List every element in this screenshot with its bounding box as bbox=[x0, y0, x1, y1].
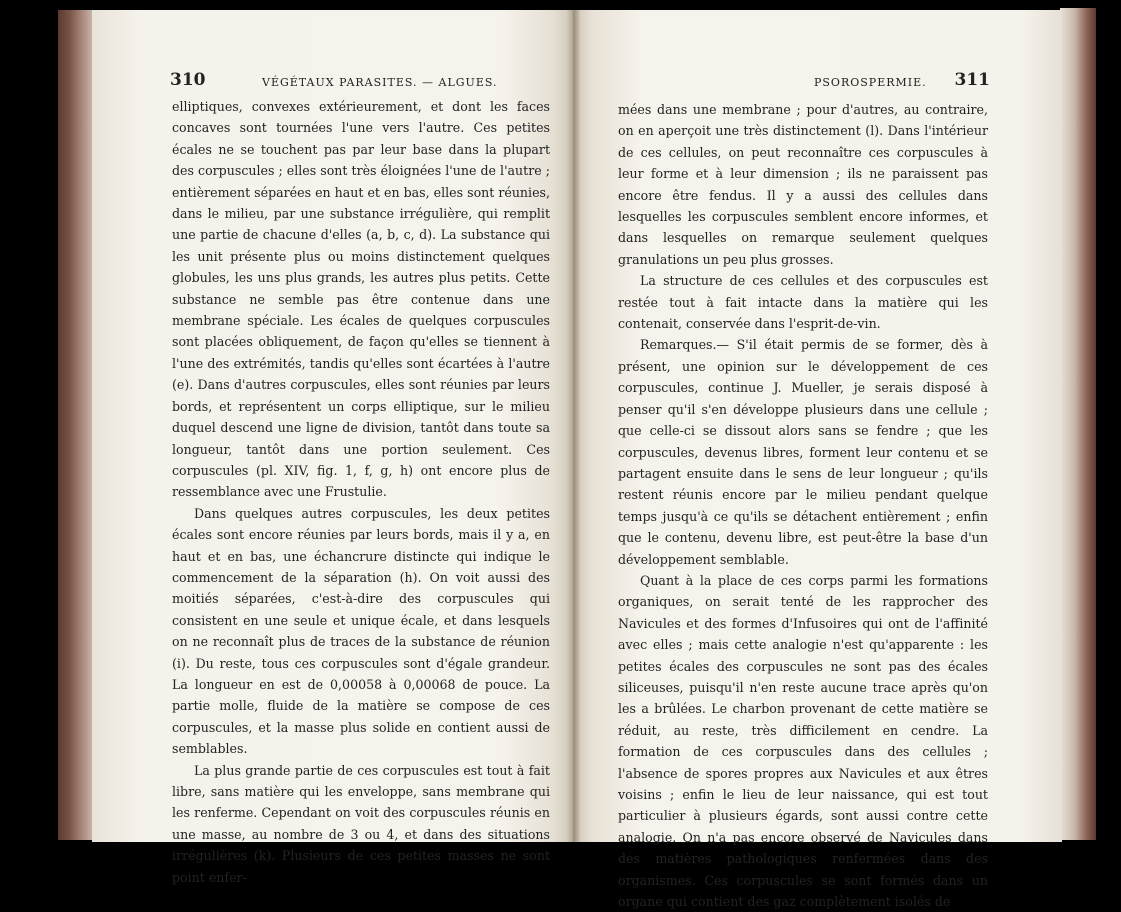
paragraph: La plus grande partie de ces corpuscules est tout à fait libre, sans matière qui les enveloppe, sans membrane qui les renferme. Cependant on voit des corpuscules réunis en une masse, au nombre de 3 ou 4, et dans des situations irrégulières (k). Plusieurs de ces petites masses ne sont point enfer- bbox=[172, 762, 550, 885]
left-page-body bbox=[172, 96, 550, 888]
paragraph: Quant à la place de ces corps parmi les formations organiques, on serait tenté de les rapprocher des Navicules et des formes d'Infusoires qui ont de l'affinité avec elles ; mais cette analogie n'est qu'apparente : les petites écales des corpuscules ne sont pas des écales siliceuses, puisqu'il n'en reste aucune trace après qu'on les a brûlées. Le charbon provenant de cette matière se réduit, au reste, très difficilement en cendre. La formation de ces corpuscules dans des cellules ; l'absence de spores propres aux Navicules et aux êtres voisins ; enfin le lieu de leur naissance, qui est tout particulier à plusieurs égards, sont aussi contre cette analogie. On n'a pas encore observé de Navicules dans des matières pathologiques renfermées dans des organismes. Ces corpuscules se sont formés dans un organe qui contient des gaz complètement isolés de bbox=[618, 572, 988, 910]
right-page-number: 311 bbox=[954, 70, 990, 90]
paragraph: mées dans une membrane ; pour d'autres, au contraire, on en aperçoit une très distinctement (l). Dans l'intérieur de ces cellules, on peut reconnaître ces corpuscules à leur forme et à leur dimension ; ils ne paraissent pas encore être fendus. Il y a aussi des cellules dans lesquelles les corpuscules semblent encore informes, et dans lesquelles on remarque seulement quelques granulations un peu plus grosses. bbox=[618, 102, 988, 267]
paragraph: La structure de ces cellules et des corpuscules est restée tout à fait intacte dans la matière qui les contenait, conservée dans l'esprit-de-vin. bbox=[618, 273, 988, 332]
left-running-head: VÉGÉTAUX PARASITES. — ALGUES. bbox=[262, 76, 498, 89]
paragraph: Dans quelques autres corpuscules, les deux petites écales sont encore réunies par leurs bords, mais il y a, en haut et en bas, une échancrure distincte qui indique le commencement de la séparation (h). On voit aussi des moitiés séparées, c'est-à-dire des corpuscules qui consistent en une seule et unique écale, et dans lesquels on ne reconnaît plus de traces de la substance de réunion (i). Du reste, tous ces corpuscules sont d'égale grandeur. La longueur en est de 0,00058 à 0,00068 de pouce. La partie molle, fluide de la matière se compose de ces corpuscules, et la masse plus solide en contient aussi de semblables. bbox=[172, 505, 550, 757]
right-page-header bbox=[618, 70, 990, 94]
paragraph: Remarques.— S'il était permis de se former, dès à présent, une opinion sur le développement de ces corpuscules, continue J. Mueller, je serais disposé à penser qu'il s'en développe plusieurs dans une cellule ; que celle-ci se dissout alors sans se fendre ; que les corpuscules, devenus libres, forment leur contenu et se partagent ensuite dans le sens de leur longueur ; qu'ils restent réunis encore par le milieu pendant quelque temps jusqu'à ce qu'ils se détachent entièrement ; enfin que le contenu, devenu libre, est peut-être la base d'un développement semblable. bbox=[618, 337, 988, 567]
right-page-body bbox=[618, 99, 988, 912]
right-page bbox=[572, 10, 1062, 910]
left-page-header bbox=[170, 70, 550, 94]
left-page-number: 310 bbox=[170, 70, 206, 90]
paragraph: elliptiques, convexes extérieurement, et dont les faces concaves sont tournées l'une vers l'autre. Ces petites écales ne se touchent pas par leur base dans la plupart des corpuscules ; elles sont très éloignées l'une de l'autre ; entièrement séparées en haut et en bas, elles sont réunies, dans le milieu, par une substance irrégulière, qui remplit une partie de chacune d'elles (a, b, c, d). La substance qui les unit présente plus ou moins distinctement quelques globules, les uns plus grands, les autres plus petits. Cette substance ne semble pas être contenue dans une membrane spéciale. Les écales de quelques corpuscules sont placées obliquement, de façon qu'elles se tiennent à l'une des extrémités, tandis qu'elles sont écartées à l'autre (e). Dans d'autres corpuscules, elles sont réunies par leurs bords, et représentent un corps elliptique, sur le milieu duquel descend une ligne de division, tantôt dans toute sa longueur, tantôt dans une portion seulement. Ces corpuscules (pl. XIV, fig. 1, f, g, h) ont encore plus de ressemblance avec une Frustulie. bbox=[172, 99, 550, 500]
left-page bbox=[92, 10, 572, 885]
right-running-head: PSOROSPERMIE. bbox=[814, 76, 927, 89]
book-cover-right-edge bbox=[1060, 8, 1096, 840]
book-gutter bbox=[566, 10, 580, 842]
